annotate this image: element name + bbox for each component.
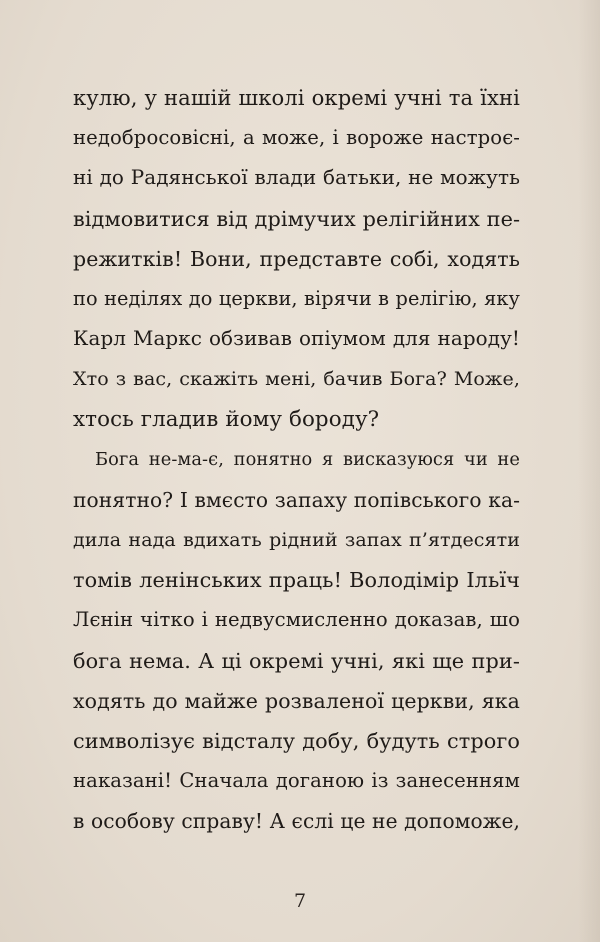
text-line: дила нада вдихать рідний запах п’ятдесяти (73, 529, 520, 552)
text-line: символізує відсталу добу, будуть строго (73, 729, 520, 753)
text-line: хтось гладив йому бороду? (73, 406, 380, 432)
page-body-text (73, 78, 520, 842)
text-line: ні до Радянської влади батьки, не можуть (73, 166, 520, 190)
text-line: Бога не-ма-є, понятно я висказуюся чи не (95, 448, 520, 470)
text-line: наказані! Сначала доганою із занесенням (73, 769, 520, 793)
text-line: кулю, у нашій школі окремі учні та їхні (73, 85, 520, 110)
text-line: недобросовісні, а може, і вороже настроє- (73, 126, 520, 150)
text-line: Карл Маркс обзивав опіумом для народу! (73, 327, 520, 351)
page-number: 7 (293, 890, 307, 912)
text-line: відмовитися від дрімучих релігійних пе- (73, 206, 521, 231)
text-line: Лєнін чітко і недвусмисленно доказав, шо (73, 608, 520, 632)
text-line: по неділях до церкви, вірячи в релігію, яку (73, 286, 520, 310)
text-line: режитків! Вони, представте собі, ходять (73, 246, 520, 271)
text-line: томів ленінських праць! Володімір Ільїч (73, 568, 520, 593)
text-line: бога нема. А ці окремі учні, які ще при- (73, 648, 520, 673)
text-line: в особову справу! А єслі це не допоможе, (73, 809, 521, 834)
text-line: ходять до майже розваленої церкви, яка (73, 688, 520, 713)
text-line: Хто з вас, скажіть мені, бачив Бога? Може, (73, 368, 520, 391)
text-line: понятно? І вмєсто запаху попівського ка- (73, 487, 520, 512)
